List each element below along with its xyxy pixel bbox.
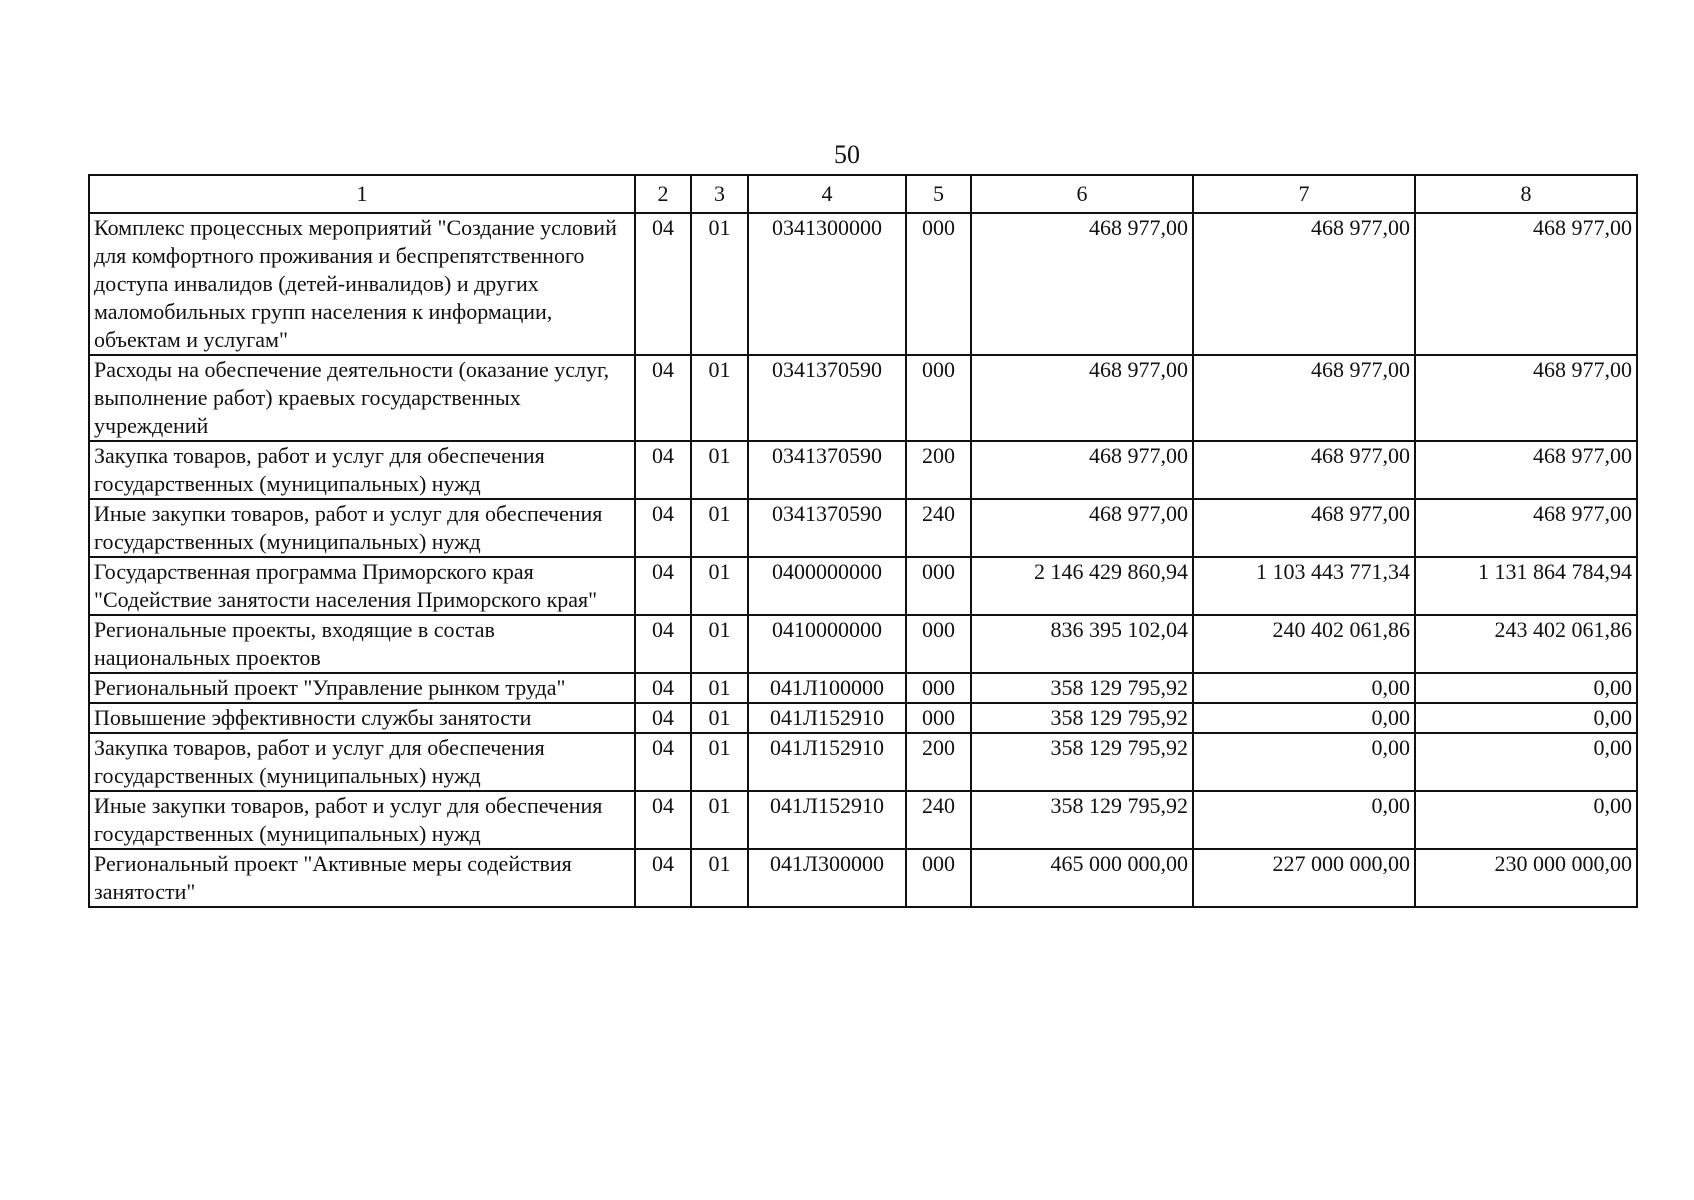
table-row: [89, 213, 1637, 355]
row-name: Комплекс процессных мероприятий "Создание условий для комфортного проживания и беспрепятственного доступа инвалидов (детей-инвалидов) и других маломобильных групп населения к информации, объектам и услугам": [89, 213, 635, 355]
amount-col-8: 0,00: [1415, 673, 1637, 703]
subsection-code: 01: [691, 355, 748, 441]
amount-col-8: 468 977,00: [1415, 213, 1637, 355]
amount-col-7: 468 977,00: [1193, 355, 1415, 441]
target-article-code: 0341370590: [748, 499, 906, 557]
row-name: Расходы на обеспечение деятельности (оказание услуг, выполнение работ) краевых государственных учреждений: [89, 355, 635, 441]
target-article-code: 0341300000: [748, 213, 906, 355]
subsection-code: 01: [691, 733, 748, 791]
subsection-code: 01: [691, 213, 748, 355]
row-name: Иные закупки товаров, работ и услуг для обеспечения государственных (муниципальных) нужд: [89, 499, 635, 557]
section-code: 04: [635, 791, 691, 849]
row-name: Региональные проекты, входящие в состав национальных проектов: [89, 615, 635, 673]
row-name: Повышение эффективности службы занятости: [89, 703, 635, 733]
section-code: 04: [635, 673, 691, 703]
subsection-code: 01: [691, 557, 748, 615]
row-name: Иные закупки товаров, работ и услуг для обеспечения государственных (муниципальных) нужд: [89, 791, 635, 849]
amount-col-8: 0,00: [1415, 733, 1637, 791]
amount-col-7: 227 000 000,00: [1193, 849, 1415, 907]
target-article-code: 0400000000: [748, 557, 906, 615]
section-code: 04: [635, 615, 691, 673]
table-row: [89, 557, 1637, 615]
amount-col-7: 0,00: [1193, 703, 1415, 733]
column-header: 7: [1193, 175, 1415, 213]
column-header: 3: [691, 175, 748, 213]
target-article-code: 041Л300000: [748, 849, 906, 907]
expense-type-code: 240: [906, 499, 971, 557]
table-row: [89, 703, 1637, 733]
subsection-code: 01: [691, 441, 748, 499]
subsection-code: 01: [691, 499, 748, 557]
amount-col-7: 240 402 061,86: [1193, 615, 1415, 673]
amount-col-6: 468 977,00: [971, 441, 1193, 499]
expense-type-code: 240: [906, 791, 971, 849]
amount-col-8: 230 000 000,00: [1415, 849, 1637, 907]
row-name: Региональный проект "Активные меры содействия занятости": [89, 849, 635, 907]
table-row: [89, 733, 1637, 791]
section-code: 04: [635, 733, 691, 791]
subsection-code: 01: [691, 673, 748, 703]
section-code: 04: [635, 557, 691, 615]
amount-col-8: 468 977,00: [1415, 499, 1637, 557]
section-code: 04: [635, 441, 691, 499]
column-header: 5: [906, 175, 971, 213]
amount-col-8: 0,00: [1415, 703, 1637, 733]
amount-col-6: 358 129 795,92: [971, 673, 1193, 703]
amount-col-6: 358 129 795,92: [971, 733, 1193, 791]
target-article-code: 041Л152910: [748, 791, 906, 849]
table-header-row: [89, 175, 1637, 213]
amount-col-7: 0,00: [1193, 673, 1415, 703]
column-header: 2: [635, 175, 691, 213]
amount-col-7: 468 977,00: [1193, 441, 1415, 499]
table-row: [89, 499, 1637, 557]
table-row: [89, 791, 1637, 849]
target-article-code: 0341370590: [748, 441, 906, 499]
expense-type-code: 000: [906, 355, 971, 441]
subsection-code: 01: [691, 849, 748, 907]
amount-col-6: 358 129 795,92: [971, 703, 1193, 733]
table-row: [89, 615, 1637, 673]
row-name: Государственная программа Приморского края "Содействие занятости населения Приморского края": [89, 557, 635, 615]
amount-col-8: 468 977,00: [1415, 355, 1637, 441]
expense-type-code: 000: [906, 615, 971, 673]
subsection-code: 01: [691, 615, 748, 673]
amount-col-8: 468 977,00: [1415, 441, 1637, 499]
table-row: [89, 441, 1637, 499]
expense-type-code: 000: [906, 703, 971, 733]
subsection-code: 01: [691, 703, 748, 733]
amount-col-6: 468 977,00: [971, 355, 1193, 441]
row-name: Закупка товаров, работ и услуг для обеспечения государственных (муниципальных) нужд: [89, 441, 635, 499]
section-code: 04: [635, 849, 691, 907]
amount-col-7: 0,00: [1193, 733, 1415, 791]
amount-col-6: 468 977,00: [971, 213, 1193, 355]
page-number: 50: [834, 140, 860, 169]
table-row: [89, 355, 1637, 441]
amount-col-6: 358 129 795,92: [971, 791, 1193, 849]
target-article-code: 041Л100000: [748, 673, 906, 703]
amount-col-7: 0,00: [1193, 791, 1415, 849]
amount-col-6: 465 000 000,00: [971, 849, 1193, 907]
amount-col-7: 468 977,00: [1193, 499, 1415, 557]
amount-col-8: 243 402 061,86: [1415, 615, 1637, 673]
target-article-code: 041Л152910: [748, 733, 906, 791]
expense-type-code: 200: [906, 733, 971, 791]
subsection-code: 01: [691, 791, 748, 849]
amount-col-7: 1 103 443 771,34: [1193, 557, 1415, 615]
amount-col-8: 0,00: [1415, 791, 1637, 849]
target-article-code: 041Л152910: [748, 703, 906, 733]
table-row: [89, 673, 1637, 703]
column-header: 4: [748, 175, 906, 213]
column-header: 8: [1415, 175, 1637, 213]
row-name: Закупка товаров, работ и услуг для обеспечения государственных (муниципальных) нужд: [89, 733, 635, 791]
amount-col-6: 836 395 102,04: [971, 615, 1193, 673]
section-code: 04: [635, 213, 691, 355]
amount-col-8: 1 131 864 784,94: [1415, 557, 1637, 615]
row-name: Региональный проект "Управление рынком труда": [89, 673, 635, 703]
section-code: 04: [635, 703, 691, 733]
column-header: 6: [971, 175, 1193, 213]
expense-type-code: 000: [906, 849, 971, 907]
amount-col-6: 468 977,00: [971, 499, 1193, 557]
expense-type-code: 200: [906, 441, 971, 499]
expense-type-code: 000: [906, 213, 971, 355]
column-header: 1: [89, 175, 635, 213]
expense-type-code: 000: [906, 673, 971, 703]
target-article-code: 0410000000: [748, 615, 906, 673]
table-row: [89, 849, 1637, 907]
expense-type-code: 000: [906, 557, 971, 615]
budget-table: [88, 174, 1638, 908]
target-article-code: 0341370590: [748, 355, 906, 441]
section-code: 04: [635, 499, 691, 557]
section-code: 04: [635, 355, 691, 441]
amount-col-7: 468 977,00: [1193, 213, 1415, 355]
amount-col-6: 2 146 429 860,94: [971, 557, 1193, 615]
